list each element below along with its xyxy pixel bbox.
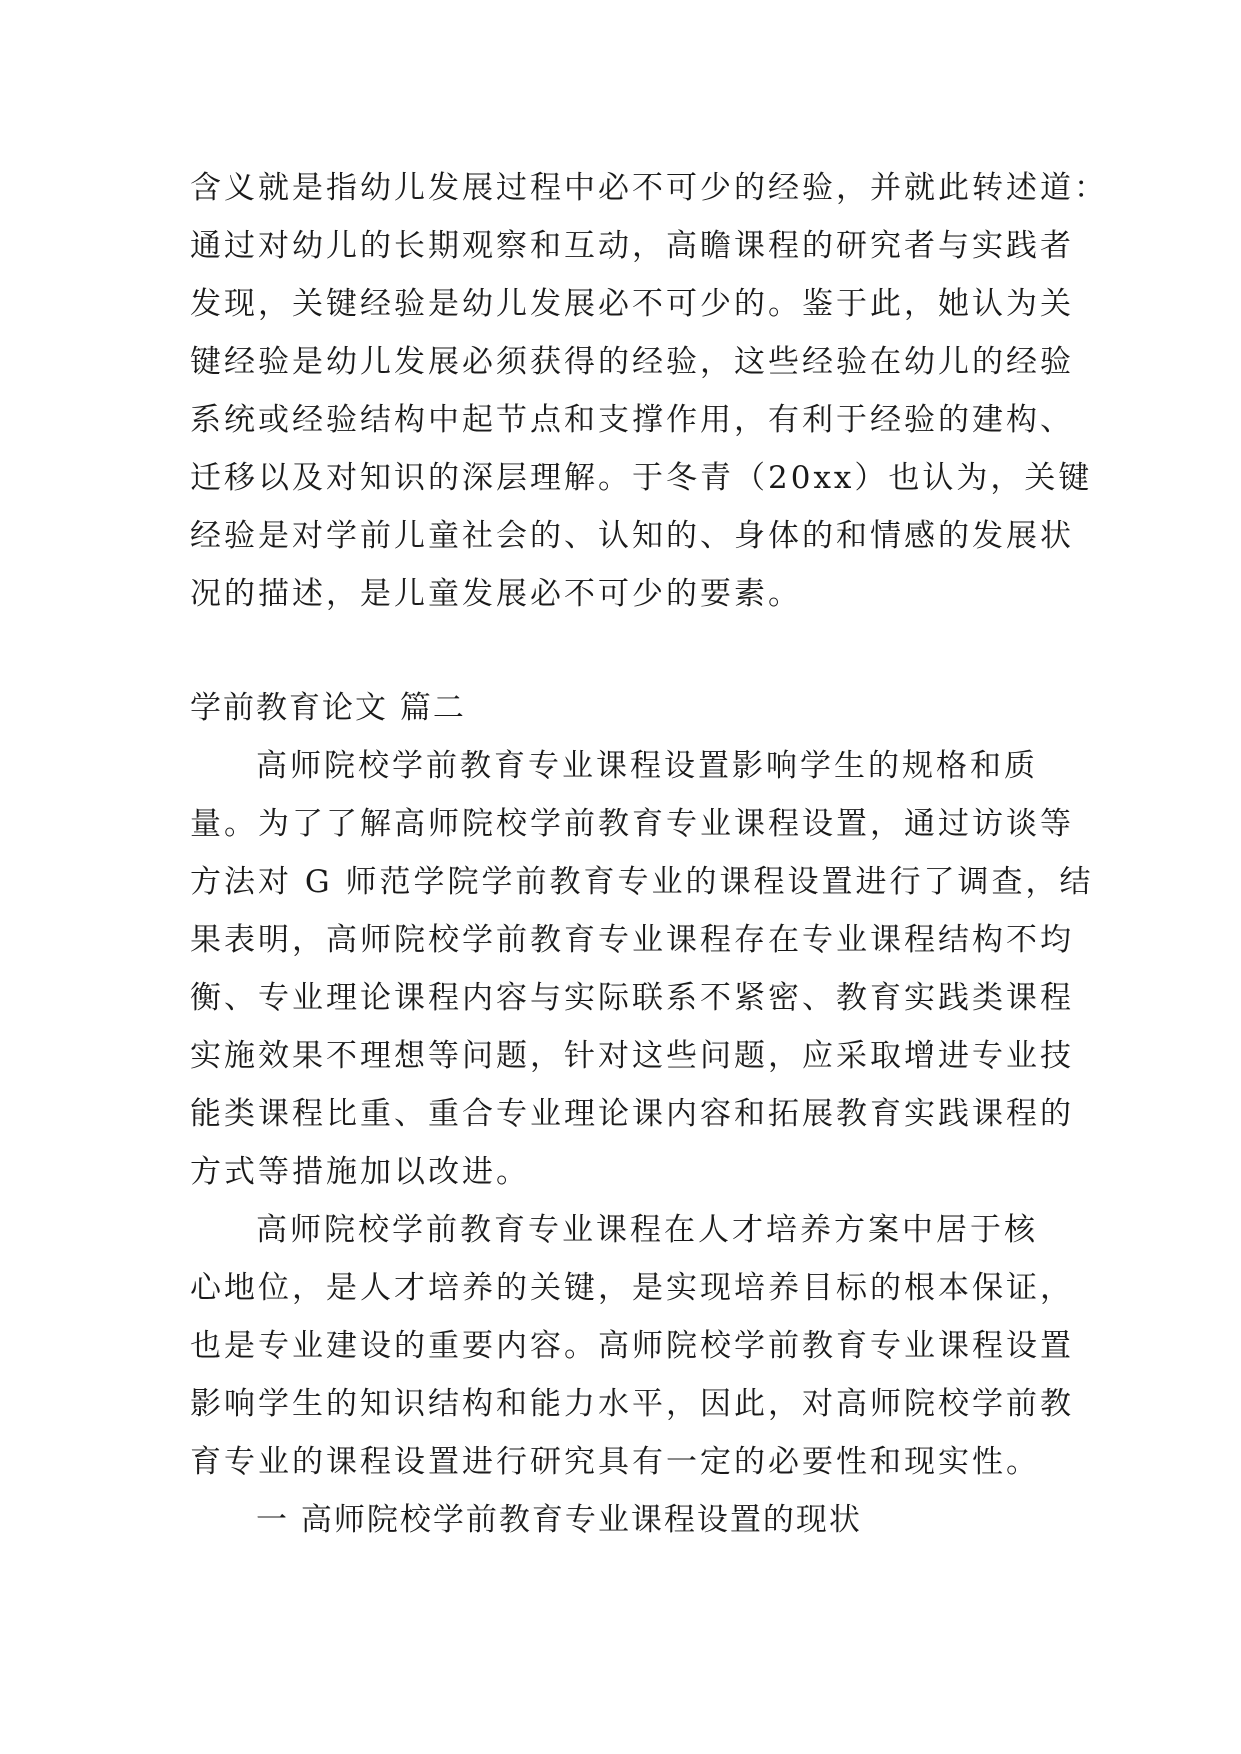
- paragraph-line: 也是专业建设的重要内容。高师院校学前教育专业课程设置: [190, 1328, 1074, 1364]
- paragraph-line: 含义就是指幼儿发展过程中必不可少的经验，并就此转述道：: [190, 170, 1108, 206]
- paragraph-line: 高师院校学前教育专业课程在人才培养方案中居于核: [256, 1212, 1038, 1248]
- paragraph-line: 影响学生的知识结构和能力水平，因此，对高师院校学前教: [190, 1386, 1074, 1422]
- paragraph-line: 高师院校学前教育专业课程设置影响学生的规格和质: [256, 748, 1038, 784]
- paragraph-line: 发现，关键经验是幼儿发展必不可少的。鉴于此，她认为关: [190, 286, 1074, 322]
- paragraph-line: 育专业的课程设置进行研究具有一定的必要性和现实性。: [190, 1444, 1040, 1480]
- paragraph-line: 键经验是幼儿发展必须获得的经验，这些经验在幼儿的经验: [190, 344, 1074, 380]
- paragraph-line: 量。为了了解高师院校学前教育专业课程设置，通过访谈等: [190, 806, 1074, 842]
- paragraph-line: 能类课程比重、重合专业理论课内容和拓展教育实践课程的: [190, 1096, 1074, 1132]
- paragraph-line: 系统或经验结构中起节点和支撑作用，有利于经验的建构、: [190, 402, 1074, 438]
- paragraph-line: 经验是对学前儿童社会的、认知的、身体的和情感的发展状: [190, 518, 1074, 554]
- paragraph-line: 方法对 G 师范学院学前教育专业的课程设置进行了调查，结: [190, 864, 1094, 900]
- section-heading: 学前教育论文 篇二: [190, 690, 466, 726]
- subsection-heading: 一 高师院校学前教育专业课程设置的现状: [256, 1502, 862, 1538]
- paragraph-line: 况的描述，是儿童发展必不可少的要素。: [190, 576, 802, 612]
- paragraph-line: 通过对幼儿的长期观察和互动，高瞻课程的研究者与实践者: [190, 228, 1074, 264]
- paragraph-line: 果表明，高师院校学前教育专业课程存在专业课程结构不均: [190, 922, 1074, 958]
- paragraph-line: 方式等措施加以改进。: [190, 1154, 530, 1190]
- paragraph-line: 衡、专业理论课程内容与实际联系不紧密、教育实践类课程: [190, 980, 1074, 1016]
- paragraph-line: 心地位，是人才培养的关键，是实现培养目标的根本保证，: [190, 1270, 1074, 1306]
- paragraph-line: 实施效果不理想等问题，针对这些问题，应采取增进专业技: [190, 1038, 1074, 1074]
- paragraph-line: 迁移以及对知识的深层理解。于冬青（20xx）也认为，关键: [190, 460, 1093, 496]
